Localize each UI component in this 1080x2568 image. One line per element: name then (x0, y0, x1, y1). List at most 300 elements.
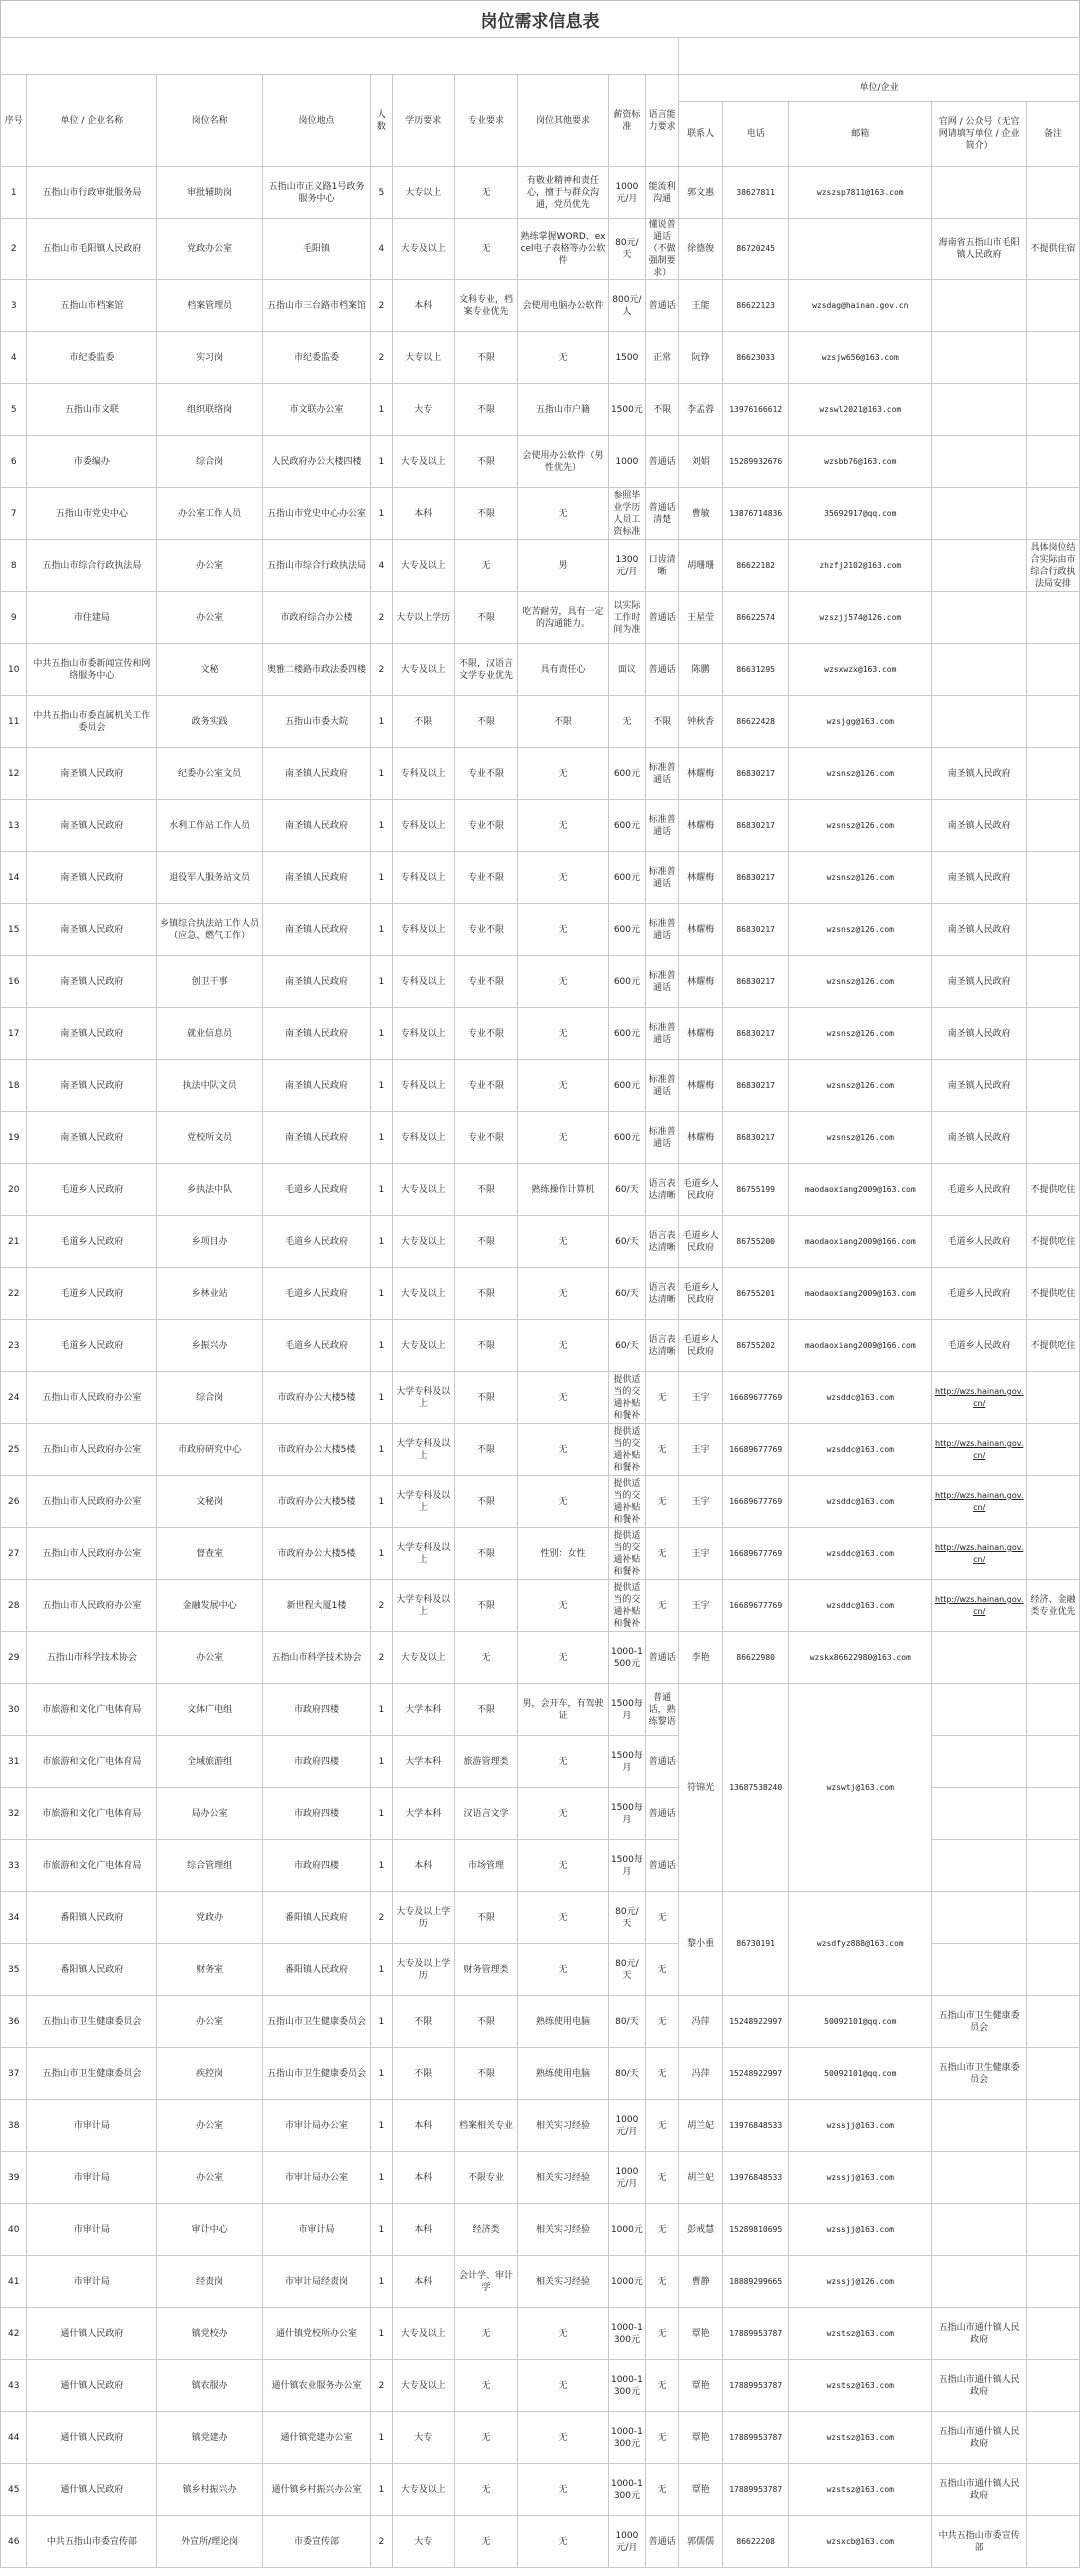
table-cell: 不提供吃住 (1027, 1216, 1080, 1268)
table-cell: 市政府综合办公楼 (263, 592, 371, 644)
table-cell: 28 (1, 1580, 27, 1632)
table-cell: 南圣镇人民政府 (263, 1008, 371, 1060)
table-cell: 15248922997 (723, 1996, 789, 2048)
table-cell: 45 (1, 2464, 27, 2516)
table-cell (1027, 488, 1080, 540)
table-cell: 档案管理员 (157, 280, 263, 332)
table-cell: 不限 (392, 1996, 454, 2048)
table-cell (1027, 1528, 1080, 1580)
table-cell: 汉语言文学 (454, 1788, 518, 1840)
table-cell: 通什镇人民政府 (27, 2412, 157, 2464)
table-cell: 覃艳 (679, 2308, 723, 2360)
table-cell: 1 (370, 1372, 392, 1424)
table-row (1, 2204, 1080, 2256)
table-cell: 大专以上 (392, 332, 454, 384)
table-cell: 通什镇人民政府 (27, 2464, 157, 2516)
table-cell: 60/天 (608, 1164, 645, 1216)
table-cell: 1 (1, 167, 27, 219)
table-cell: 番阳镇人民政府 (263, 1892, 371, 1944)
table-cell: 不限 (454, 1372, 518, 1424)
table-cell: 25 (1, 1424, 27, 1476)
table-cell: 无 (518, 2308, 608, 2360)
table-cell: 60/天 (608, 1268, 645, 1320)
table-row (1, 1164, 1080, 1216)
table-cell: 市政府办公大楼5楼 (263, 1476, 371, 1528)
table-cell: 无 (518, 1424, 608, 1476)
table-cell: 不限 (454, 1476, 518, 1528)
table-cell: 市审计局 (27, 2152, 157, 2204)
email-cell: wzsnsz@126.com (789, 1112, 932, 1164)
table-cell: 不限 (454, 1996, 518, 2048)
table-cell (1027, 2360, 1080, 2412)
table-cell: 13976848533 (723, 2100, 789, 2152)
table-cell: 无 (646, 1476, 679, 1528)
table-cell: 五指山市卫生健康委员会 (263, 1996, 371, 2048)
table-cell: 1 (370, 1476, 392, 1528)
table-cell: 2 (370, 332, 392, 384)
table-cell: 1 (370, 2204, 392, 2256)
email-cell: wzsddc@163.com (789, 1528, 932, 1580)
table-row (1, 219, 1080, 280)
table-cell: 毛道乡人民政府 (263, 1164, 371, 1216)
table-cell: 1300元/月 (608, 540, 645, 592)
table-cell: 专业不限 (454, 1060, 518, 1112)
table-cell: 1500每月 (608, 1684, 645, 1736)
table-cell: 无 (608, 696, 645, 748)
table-cell: 1 (370, 1788, 392, 1840)
table-cell: 南圣镇人民政府 (263, 904, 371, 956)
spacer-cell-right (679, 38, 1080, 75)
table-row (1, 2308, 1080, 2360)
table-cell: 市纪委监委 (263, 332, 371, 384)
table-cell: 86830217 (723, 1112, 789, 1164)
table-row (1, 1372, 1080, 1424)
table-cell: 市政府四楼 (263, 1684, 371, 1736)
table-cell: 60/天 (608, 1216, 645, 1268)
website-link[interactable]: http://wzs.hainan.gov.cn/ (932, 1476, 1027, 1528)
table-row (1, 540, 1080, 592)
table-cell: 五指山市行政审批服务局 (27, 167, 157, 219)
email-cell: wzsnsz@126.com (789, 748, 932, 800)
merged-contact: 符锦光 (679, 1684, 723, 1892)
website-link[interactable]: http://wzs.hainan.gov.cn/ (932, 1372, 1027, 1424)
table-cell: 1000-1300元 (608, 2308, 645, 2360)
table-row (1, 1580, 1080, 1632)
table-cell: 口齿清晰 (646, 540, 679, 592)
table-cell (1027, 2204, 1080, 2256)
header-cell: 邮箱 (789, 102, 932, 167)
table-cell: 相关实习经验 (518, 2256, 608, 2308)
table-cell: 专业不限 (454, 956, 518, 1008)
table-cell: 五指山市卫生健康委员会 (263, 2048, 371, 2100)
table-cell: 综合岗 (157, 1372, 263, 1424)
table-cell: 南圣镇人民政府 (27, 800, 157, 852)
table-row (1, 1008, 1080, 1060)
table-cell (1027, 1684, 1080, 1736)
table-cell: 冯萍 (679, 1996, 723, 2048)
email-cell: wzssjj@126.com (789, 2256, 932, 2308)
table-cell: 17889953787 (723, 2412, 789, 2464)
table-cell: 五指山市人民政府办公室 (27, 1372, 157, 1424)
table-cell: 34 (1, 1892, 27, 1944)
table-cell: 无 (518, 1112, 608, 1164)
group-header-row (1, 75, 1080, 102)
table-cell: 1500每月 (608, 1736, 645, 1788)
table-cell: 46 (1, 2516, 27, 2568)
table-cell: 阮铮 (679, 332, 723, 384)
table-cell: 86622574 (723, 592, 789, 644)
table-cell: 市场管理 (454, 1840, 518, 1892)
table-cell: 86830217 (723, 904, 789, 956)
table-cell: 相关实习经验 (518, 2152, 608, 2204)
merged-email: wzsdfyz888@163.com (789, 1892, 932, 1996)
table-cell: 番阳镇人民政府 (263, 1944, 371, 1996)
table-cell: 通什镇人民政府 (27, 2308, 157, 2360)
table-cell: 1000元 (608, 2204, 645, 2256)
table-cell: 大专及以上 (392, 540, 454, 592)
email-cell: 35692917@qq.com (789, 488, 932, 540)
table-cell: 大专及以上 (392, 1164, 454, 1216)
table-cell: 2 (370, 1892, 392, 1944)
table-cell: 20 (1, 1164, 27, 1216)
table-cell: 提供适当的交通补贴和餐补 (608, 1528, 645, 1580)
table-cell (1027, 1632, 1080, 1684)
table-cell: 16689677769 (723, 1424, 789, 1476)
table-cell: 市委宣传部 (263, 2516, 371, 2568)
table-cell: 不限 (454, 696, 518, 748)
table-cell: 1 (370, 2152, 392, 2204)
table-cell: 600元 (608, 1008, 645, 1060)
table-cell: 语言表达清晰 (646, 1164, 679, 1216)
table-cell: 1000元/月 (608, 2100, 645, 2152)
table-cell: 86622208 (723, 2516, 789, 2568)
table-cell: 无 (454, 2516, 518, 2568)
table-cell (1027, 384, 1080, 436)
email-cell: wzsxwzx@163.com (789, 644, 932, 696)
table-cell: 市政府办公大楼5楼 (263, 1424, 371, 1476)
table-cell: 毛道乡人民政府 (932, 1216, 1027, 1268)
table-cell: 不限 (518, 696, 608, 748)
table-cell: 熟练使用电脑 (518, 1996, 608, 2048)
table-cell (932, 280, 1027, 332)
table-cell (932, 540, 1027, 592)
table-cell: 1 (370, 2256, 392, 2308)
table-cell: 南圣镇人民政府 (932, 748, 1027, 800)
table-cell: 9 (1, 592, 27, 644)
table-cell: 13976166612 (723, 384, 789, 436)
table-cell: 市委编办 (27, 436, 157, 488)
table-cell: 2 (370, 592, 392, 644)
table-cell: 五指山市通什镇人民政府 (932, 2360, 1027, 2412)
table-cell: 无 (518, 2516, 608, 2568)
table-cell: 43 (1, 2360, 27, 2412)
table-cell: 40 (1, 2204, 27, 2256)
merged-phone: 13687538240 (723, 1684, 789, 1892)
table-row (1, 1112, 1080, 1164)
table-cell: 无 (646, 2048, 679, 2100)
table-cell: 奥雅二楼路市政法委四楼 (263, 644, 371, 696)
table-cell: 普通话 (646, 1736, 679, 1788)
table-cell: 毛阳镇 (263, 219, 371, 280)
table-row (1, 748, 1080, 800)
table-cell: 中共五指山市委直属机关工作委员会 (27, 696, 157, 748)
table-cell: 南圣镇人民政府 (27, 748, 157, 800)
table-cell: 14 (1, 852, 27, 904)
table-cell (932, 2152, 1027, 2204)
table-cell: 18 (1, 1060, 27, 1112)
table-cell: 1000元/月 (608, 167, 645, 219)
email-cell: maodaoxiang2009@163.com (789, 1164, 932, 1216)
table-row (1, 384, 1080, 436)
table-cell: 1 (370, 1684, 392, 1736)
table-cell: 86623033 (723, 332, 789, 384)
table-cell: 7 (1, 488, 27, 540)
table-cell (1027, 167, 1080, 219)
email-cell: zhzfj2102@163.com (789, 540, 932, 592)
table-cell: 31 (1, 1736, 27, 1788)
table-cell: 党校所文员 (157, 1112, 263, 1164)
table-cell: 南圣镇人民政府 (263, 956, 371, 1008)
table-cell: 无 (646, 1892, 679, 1944)
header-cell: 岗位其他要求 (518, 75, 608, 167)
table-cell: 标准普通话 (646, 904, 679, 956)
table-cell: 不限 (392, 696, 454, 748)
table-cell: 86755200 (723, 1216, 789, 1268)
table-cell: 1500 (608, 332, 645, 384)
table-cell: 80元/天 (608, 1892, 645, 1944)
table-row (1, 1528, 1080, 1580)
table-cell: 市政府研究中心 (157, 1424, 263, 1476)
table-cell: 乡镇综合执法站工作人员（应急、燃气工作） (157, 904, 263, 956)
table-cell: 无 (518, 1060, 608, 1112)
table-cell: 大学本科 (392, 1684, 454, 1736)
table-cell: 文科专业，档案专业优先 (454, 280, 518, 332)
email-cell: wzsnsz@126.com (789, 800, 932, 852)
table-cell: 标准普通话 (646, 852, 679, 904)
table-cell (932, 1892, 1027, 1944)
table-cell: 无 (518, 2464, 608, 2516)
table-cell: 市政府四楼 (263, 1788, 371, 1840)
table-cell: 性别：女性 (518, 1528, 608, 1580)
table-cell: 会使用办公软件（男性优先） (518, 436, 608, 488)
table-cell: 林耀梅 (679, 852, 723, 904)
table-cell (932, 696, 1027, 748)
table-cell: 王宇 (679, 1528, 723, 1580)
table-cell: 1 (370, 800, 392, 852)
table-cell: 1 (370, 2464, 392, 2516)
table-cell: 80/天 (608, 2048, 645, 2100)
table-cell: 大学专科及以上 (392, 1476, 454, 1528)
table-cell: 五指山市三台路市档案馆 (263, 280, 371, 332)
table-cell: 800元/人 (608, 280, 645, 332)
email-cell: wzsnsz@126.com (789, 904, 932, 956)
table-cell: 专科及以上 (392, 1112, 454, 1164)
table-cell: 普通话 (646, 436, 679, 488)
table-cell: 南圣镇人民政府 (27, 1008, 157, 1060)
table-cell: 毛道乡人民政府 (27, 1164, 157, 1216)
table-cell: 熟练操作计算机 (518, 1164, 608, 1216)
table-cell: 五指山市党史中心 (27, 488, 157, 540)
website-link[interactable]: http://wzs.hainan.gov.cn/ (932, 1580, 1027, 1632)
table-cell: 1000元/月 (608, 2516, 645, 2568)
table-cell (932, 167, 1027, 219)
table-cell: 毛道乡人民政府 (27, 1216, 157, 1268)
table-cell: 16 (1, 956, 27, 1008)
table-cell: 普通话 (646, 1840, 679, 1892)
table-cell: 胡兰妃 (679, 2152, 723, 2204)
spacer-cell-left (1, 38, 679, 75)
table-cell: 标准普通话 (646, 800, 679, 852)
table-row (1, 2516, 1080, 2568)
table-row (1, 1476, 1080, 1528)
table-cell: 南圣镇人民政府 (27, 956, 157, 1008)
table-cell: 23 (1, 1320, 27, 1372)
table-cell: 胡珊珊 (679, 540, 723, 592)
table-cell: 镇党校办 (157, 2308, 263, 2360)
table-cell: 疾控岗 (157, 2048, 263, 2100)
email-cell: wzstsz@163.com (789, 2308, 932, 2360)
table-cell (1027, 2048, 1080, 2100)
table-cell: 专业不限 (454, 748, 518, 800)
table-cell: 2 (370, 2360, 392, 2412)
table-cell (1027, 1476, 1080, 1528)
table-cell: 中共五指山市委宣传部 (27, 2516, 157, 2568)
table-cell: 大专 (392, 384, 454, 436)
table-cell: 本科 (392, 2100, 454, 2152)
table-cell: 16689677769 (723, 1580, 789, 1632)
table-cell: 不限 (454, 1268, 518, 1320)
table-cell: 2 (370, 1632, 392, 1684)
table-cell: 86830217 (723, 1060, 789, 1112)
table-cell: 通什镇党校所办公室 (263, 2308, 371, 2360)
table-cell: 市政府四楼 (263, 1736, 371, 1788)
table-cell: 不限 (454, 1684, 518, 1736)
table-row (1, 488, 1080, 540)
table-cell: 无 (518, 1580, 608, 1632)
table-cell: 标准普通话 (646, 1008, 679, 1060)
table-row (1, 852, 1080, 904)
table-cell: 不限 (646, 384, 679, 436)
table-cell: 无 (518, 852, 608, 904)
table-cell: 审批辅助岗 (157, 167, 263, 219)
table-cell: 普通话 (646, 1632, 679, 1684)
table-row (1, 1320, 1080, 1372)
table-cell: 执法中队文员 (157, 1060, 263, 1112)
table-cell (1027, 748, 1080, 800)
table-cell: 8 (1, 540, 27, 592)
spacer-row (1, 38, 1080, 75)
table-cell: 番阳镇人民政府 (27, 1892, 157, 1944)
table-cell (932, 644, 1027, 696)
email-cell: maodaoxiang2009@166.com (789, 1216, 932, 1268)
table-cell: 文秘岗 (157, 1476, 263, 1528)
website-link[interactable]: http://wzs.hainan.gov.cn/ (932, 1424, 1027, 1476)
table-row (1, 2152, 1080, 2204)
table-cell: 86830217 (723, 748, 789, 800)
table-cell: 44 (1, 2412, 27, 2464)
table-cell: 南圣镇人民政府 (263, 1112, 371, 1164)
email-cell: wzsnsz@126.com (789, 1060, 932, 1112)
table-cell (1027, 280, 1080, 332)
table-cell: 南圣镇人民政府 (932, 904, 1027, 956)
table-cell: 五指山市卫生健康委员会 (27, 2048, 157, 2100)
table-cell: 林耀梅 (679, 1060, 723, 1112)
table-cell: 19 (1, 1112, 27, 1164)
merged-phone: 86730191 (723, 1892, 789, 1996)
table-cell: 有敬业精神和责任心，擅于与群众沟通，党员优先 (518, 167, 608, 219)
table-cell: 无 (646, 2100, 679, 2152)
table-cell: 36 (1, 1996, 27, 2048)
table-cell: 毛道乡人民政府 (679, 1216, 723, 1268)
table-cell: 男 (518, 540, 608, 592)
table-cell: 通什镇人民政府 (27, 2360, 157, 2412)
header-cell: 单位 / 企业名称 (27, 75, 157, 167)
table-cell: 市审计局 (27, 2204, 157, 2256)
table-cell (1027, 592, 1080, 644)
table-row (1, 644, 1080, 696)
table-cell: 80元/天 (608, 1944, 645, 1996)
table-cell: 17 (1, 1008, 27, 1060)
table-cell: 文体广电组 (157, 1684, 263, 1736)
header-cell: 学历要求 (392, 75, 454, 167)
table-cell: 不限，汉语言文学专业优先 (454, 644, 518, 696)
table-cell: 不提供住宿 (1027, 219, 1080, 280)
table-cell (932, 1788, 1027, 1840)
table-cell: 语言表达清晰 (646, 1268, 679, 1320)
table-cell: 39 (1, 2152, 27, 2204)
table-cell: 不限 (454, 1164, 518, 1216)
table-cell: 无 (646, 2464, 679, 2516)
table-cell: 15289932676 (723, 436, 789, 488)
table-cell: 无 (646, 2360, 679, 2412)
table-cell: 林耀梅 (679, 956, 723, 1008)
table-cell: 1 (370, 488, 392, 540)
email-cell: wzstsz@163.com (789, 2464, 932, 2516)
table-cell: 市审计局 (27, 2256, 157, 2308)
table-cell: 无 (646, 1944, 679, 1996)
table-cell: 80元/天 (608, 219, 645, 280)
table-cell: 李孟蓉 (679, 384, 723, 436)
table-cell: 普通话 (646, 2516, 679, 2568)
table-cell: 17889953787 (723, 2308, 789, 2360)
table-cell: 外宣所/理论岗 (157, 2516, 263, 2568)
table-cell: 86830217 (723, 956, 789, 1008)
table-cell: 徐德俊 (679, 219, 723, 280)
email-cell: wzstsz@163.com (789, 2412, 932, 2464)
table-row (1, 1996, 1080, 2048)
table-cell: 提供适当的交通补贴和餐补 (608, 1580, 645, 1632)
table-cell: 专科及以上 (392, 800, 454, 852)
table-cell: 1 (370, 436, 392, 488)
table-row (1, 167, 1080, 219)
table-cell: 五指山市毛阳镇人民政府 (27, 219, 157, 280)
table-cell: 86631295 (723, 644, 789, 696)
table-cell: 1500每月 (608, 1840, 645, 1892)
table-cell: 12 (1, 748, 27, 800)
table-cell: 相关实习经验 (518, 2204, 608, 2256)
table-cell: 办公室 (157, 592, 263, 644)
website-link[interactable]: http://wzs.hainan.gov.cn/ (932, 1528, 1027, 1580)
table-cell: 4 (370, 219, 392, 280)
table-cell (1027, 2464, 1080, 2516)
table-cell: 普通话 (646, 592, 679, 644)
table-cell: 政务实践 (157, 696, 263, 748)
table-cell: 不限 (454, 436, 518, 488)
table-cell: 本科 (392, 2204, 454, 2256)
table-cell: 市住建局 (27, 592, 157, 644)
table-cell (932, 2256, 1027, 2308)
email-cell: wzsnsz@126.com (789, 852, 932, 904)
